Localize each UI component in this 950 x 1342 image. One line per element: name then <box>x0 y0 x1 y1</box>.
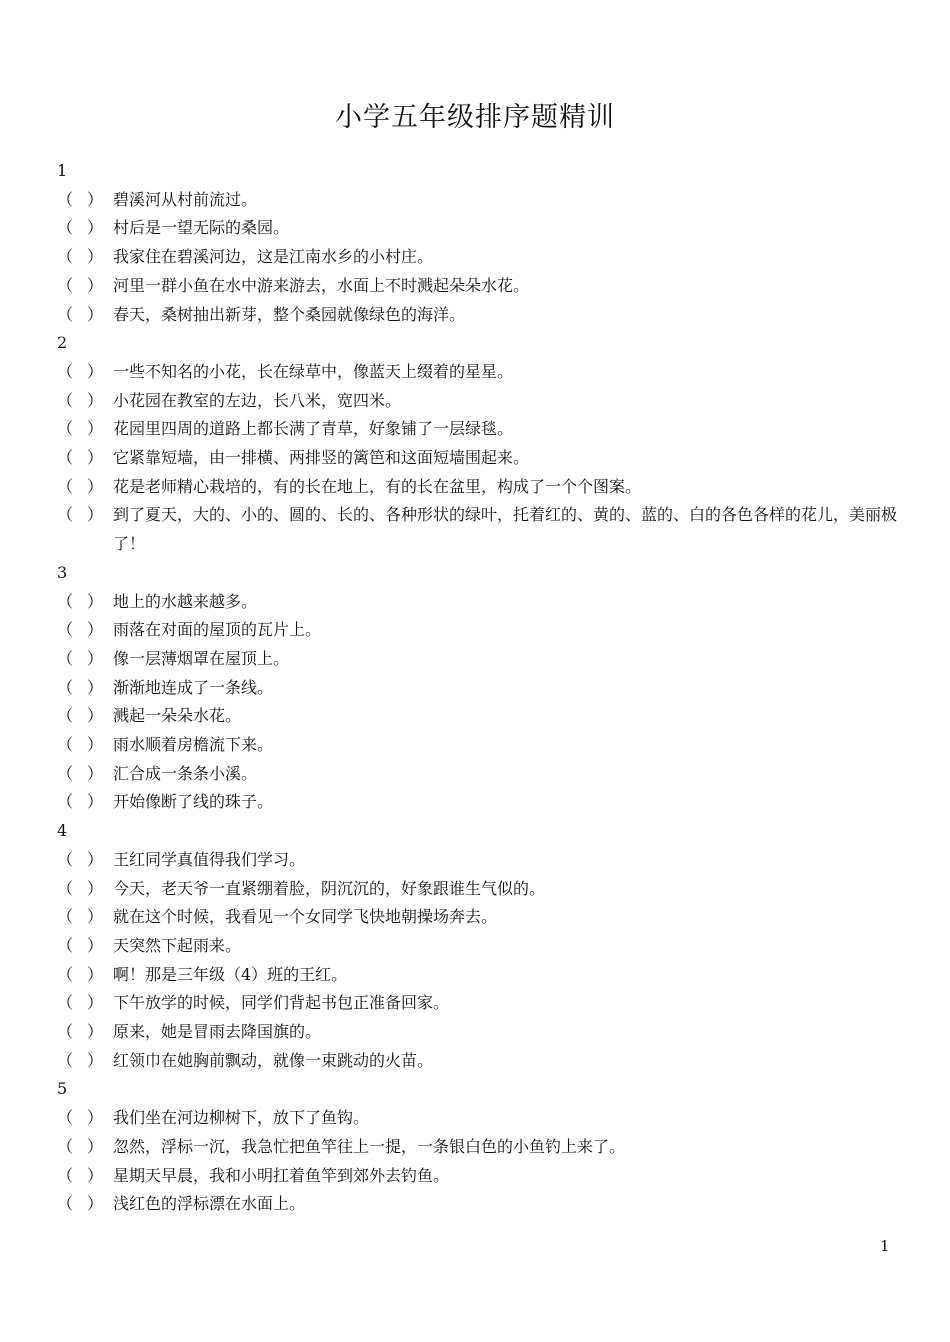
open-paren: （ <box>57 218 74 238</box>
answer-blank[interactable] <box>57 932 113 961</box>
sentence-item <box>57 243 907 272</box>
answer-blank[interactable] <box>57 645 113 674</box>
open-paren: （ <box>57 304 74 324</box>
sentence-item <box>57 588 907 617</box>
answer-blank[interactable] <box>57 387 113 416</box>
answer-blank[interactable] <box>57 760 113 789</box>
open-paren: （ <box>57 763 74 783</box>
sentence-text: 河里一群小鱼在水中游来游去，水面上不时溅起朵朵水花。 <box>113 275 530 295</box>
answer-blank[interactable] <box>57 1190 113 1219</box>
answer-blank[interactable] <box>57 272 113 301</box>
close-paren: ） <box>86 1136 103 1156</box>
sentence-text: 我家住在碧溪河边，这是江南水乡的小村庄。 <box>113 247 434 267</box>
sentence-text: 渐渐地连成了一条线。 <box>113 677 274 697</box>
answer-blank[interactable] <box>57 214 113 243</box>
sentence-text: 今天，老天爷一直紧绷着脸，阴沉沉的，好象跟谁生气似的。 <box>113 878 546 898</box>
sentence-text: 雨落在对面的屋顶的瓦片上。 <box>113 620 322 640</box>
sentence-item <box>57 903 907 932</box>
close-paren: ） <box>86 189 103 209</box>
open-paren: （ <box>57 849 74 869</box>
sentence-text: 我们坐在河边柳树下，放下了鱼钩。 <box>113 1108 370 1128</box>
close-paren: ） <box>86 419 103 439</box>
sentence-item <box>57 1047 907 1076</box>
close-paren: ） <box>86 763 103 783</box>
answer-blank[interactable] <box>57 588 113 617</box>
exercise-list <box>57 157 907 1219</box>
sentence-text: 忽然，浮标一沉，我急忙把鱼竿往上一提，一条银白色的小鱼钓上来了。 <box>113 1136 626 1156</box>
sentence-text: 王红同学真值得我们学习。 <box>113 849 306 869</box>
close-paren: ） <box>86 1050 103 1070</box>
sentence-text: 星期天早晨，我和小明扛着鱼竿到郊外去钓鱼。 <box>113 1165 450 1185</box>
close-paren: ） <box>86 1194 103 1214</box>
sentence-text: 到了夏天，大的、小的、圆的、长的、各种形状的绿叶，托着红的、黄的、蓝的、白的各色各样的花儿，美丽极了！ <box>113 505 898 554</box>
close-paren: ） <box>86 1022 103 1042</box>
close-paren: ） <box>86 935 103 955</box>
open-paren: （ <box>57 1050 74 1070</box>
answer-blank[interactable] <box>57 989 113 1018</box>
open-paren: （ <box>57 935 74 955</box>
close-paren: ） <box>86 304 103 324</box>
sentence-text: 碧溪河从村前流过。 <box>113 189 258 209</box>
sentence-text: 村后是一望无际的桑园。 <box>113 218 290 238</box>
sentence-text: 花园里四周的道路上都长满了青草，好象铺了一层绿毯。 <box>113 419 514 439</box>
sentence-item <box>57 387 907 416</box>
open-paren: （ <box>57 735 74 755</box>
sentence-text: 溅起一朵朵水花。 <box>113 706 242 726</box>
answer-blank[interactable] <box>57 1047 113 1076</box>
answer-blank[interactable] <box>57 1018 113 1047</box>
sentence-text: 原来，她是冒雨去降国旗的。 <box>113 1022 322 1042</box>
sentence-item <box>57 444 907 473</box>
open-paren: （ <box>57 476 74 496</box>
sentence-item <box>57 731 907 760</box>
answer-blank[interactable] <box>57 301 113 330</box>
sentence-text: 红领巾在她胸前飘动，就像一束跳动的火苗。 <box>113 1050 434 1070</box>
open-paren: （ <box>57 677 74 697</box>
sentence-item <box>57 301 907 330</box>
close-paren: ） <box>86 706 103 726</box>
open-paren: （ <box>57 1022 74 1042</box>
answer-blank[interactable] <box>57 473 113 502</box>
answer-blank[interactable] <box>57 1104 113 1133</box>
sentence-item <box>57 989 907 1018</box>
sentence-text: 汇合成一条条小溪。 <box>113 763 258 783</box>
close-paren: ） <box>86 390 103 410</box>
page-title: 小学五年级排序题精训 <box>335 102 615 133</box>
answer-blank[interactable] <box>57 875 113 904</box>
sentence-item <box>57 473 907 502</box>
close-paren: ） <box>86 275 103 295</box>
close-paren: ） <box>86 247 103 267</box>
sentence-item <box>57 645 907 674</box>
sentence-text: 雨水顺着房檐流下来。 <box>113 735 274 755</box>
section-number: 2 <box>57 333 68 353</box>
answer-blank[interactable] <box>57 846 113 875</box>
close-paren: ） <box>86 878 103 898</box>
open-paren: （ <box>57 964 74 984</box>
open-paren: （ <box>57 706 74 726</box>
answer-blank[interactable] <box>57 903 113 932</box>
sentence-item <box>57 501 907 558</box>
answer-blank[interactable] <box>57 444 113 473</box>
sentence-text: 就在这个时候，我看见一个女同学飞快地朝操场奔去。 <box>113 907 498 927</box>
answer-blank[interactable] <box>57 1162 113 1191</box>
sentence-item <box>57 788 907 817</box>
answer-blank[interactable] <box>57 415 113 444</box>
sentence-text: 它紧靠短墙，由一排横、两排竖的篱笆和这面短墙围起来。 <box>113 448 530 467</box>
close-paren: ） <box>86 735 103 755</box>
open-paren: （ <box>57 1194 74 1214</box>
close-paren: ） <box>86 907 103 927</box>
open-paren: （ <box>57 591 74 611</box>
sentence-text: 开始像断了线的珠子。 <box>113 792 274 812</box>
open-paren: （ <box>57 993 74 1013</box>
close-paren: ） <box>86 1108 103 1128</box>
answer-blank[interactable] <box>57 501 113 558</box>
sentence-text: 春天，桑树抽出新芽，整个桑园就像绿色的海洋。 <box>113 304 466 324</box>
sentence-item <box>57 1104 907 1133</box>
section-number: 5 <box>57 1079 68 1099</box>
sentence-item <box>57 415 907 444</box>
open-paren: （ <box>57 419 74 439</box>
close-paren: ） <box>86 1165 103 1185</box>
close-paren: ） <box>86 964 103 984</box>
close-paren: ） <box>86 792 103 812</box>
sentence-item <box>57 846 907 875</box>
close-paren: ） <box>86 620 103 640</box>
sentence-text: 啊！那是三年级（4）班的王红。 <box>113 964 348 984</box>
sentence-item <box>57 932 907 961</box>
exercise-section <box>57 817 907 1075</box>
open-paren: （ <box>57 448 74 467</box>
open-paren: （ <box>57 1108 74 1128</box>
open-paren: （ <box>57 792 74 812</box>
sentence-item <box>57 186 907 215</box>
sentence-item <box>57 875 907 904</box>
section-number: 4 <box>57 821 68 841</box>
sentence-text: 小花园在教室的左边，长八米，宽四米。 <box>113 390 402 410</box>
exercise-section <box>57 329 907 559</box>
section-number: 1 <box>57 161 68 180</box>
answer-blank[interactable] <box>57 788 113 817</box>
close-paren: ） <box>86 648 103 668</box>
close-paren: ） <box>86 993 103 1013</box>
open-paren: （ <box>57 390 74 410</box>
sentence-item <box>57 1133 907 1162</box>
open-paren: （ <box>57 505 74 525</box>
sentence-text: 像一层薄烟罩在屋顶上。 <box>113 648 290 668</box>
sentence-item <box>57 1018 907 1047</box>
exercise-section <box>57 157 907 329</box>
close-paren: ） <box>86 505 103 525</box>
sentence-item <box>57 358 907 387</box>
sentence-item <box>57 1190 907 1219</box>
sentence-item <box>57 272 907 301</box>
sentence-text: 花是老师精心栽培的，有的长在地上，有的长在盆里，构成了一个个图案。 <box>113 476 642 496</box>
open-paren: （ <box>57 620 74 640</box>
sentence-item <box>57 760 907 789</box>
answer-blank[interactable] <box>57 186 113 215</box>
open-paren: （ <box>57 189 74 209</box>
open-paren: （ <box>57 1136 74 1156</box>
sentence-text: 地上的水越来越多。 <box>113 591 258 611</box>
answer-blank[interactable] <box>57 702 113 731</box>
answer-blank[interactable] <box>57 731 113 760</box>
sentence-text: 天突然下起雨来。 <box>113 935 242 955</box>
open-paren: （ <box>57 275 74 295</box>
exercise-section <box>57 559 907 817</box>
answer-blank[interactable] <box>57 1133 113 1162</box>
sentence-item <box>57 214 907 243</box>
close-paren: ） <box>86 591 103 611</box>
page-number: 1 <box>880 1237 890 1255</box>
sentence-item <box>57 674 907 703</box>
close-paren: ） <box>86 218 103 238</box>
answer-blank[interactable] <box>57 674 113 703</box>
answer-blank[interactable] <box>57 243 113 272</box>
open-paren: （ <box>57 1165 74 1185</box>
sentence-item <box>57 702 907 731</box>
open-paren: （ <box>57 878 74 898</box>
sentence-text: 浅红色的浮标漂在水面上。 <box>113 1194 306 1214</box>
open-paren: （ <box>57 361 74 381</box>
sentence-item <box>57 1162 907 1191</box>
answer-blank[interactable] <box>57 616 113 645</box>
answer-blank[interactable] <box>57 358 113 387</box>
sentence-text: 一些不知名的小花，长在绿草中，像蓝天上缀着的星星。 <box>113 361 514 381</box>
open-paren: （ <box>57 907 74 927</box>
close-paren: ） <box>86 361 103 381</box>
sentence-text: 下午放学的时候，同学们背起书包正准备回家。 <box>113 993 450 1013</box>
close-paren: ） <box>86 476 103 496</box>
answer-blank[interactable] <box>57 961 113 990</box>
sentence-item <box>57 961 907 990</box>
open-paren: （ <box>57 247 74 267</box>
close-paren: ） <box>86 677 103 697</box>
close-paren: ） <box>86 849 103 869</box>
open-paren: （ <box>57 648 74 668</box>
section-number: 3 <box>57 562 68 582</box>
exercise-section <box>57 1075 907 1219</box>
close-paren: ） <box>86 448 103 467</box>
sentence-item <box>57 616 907 645</box>
